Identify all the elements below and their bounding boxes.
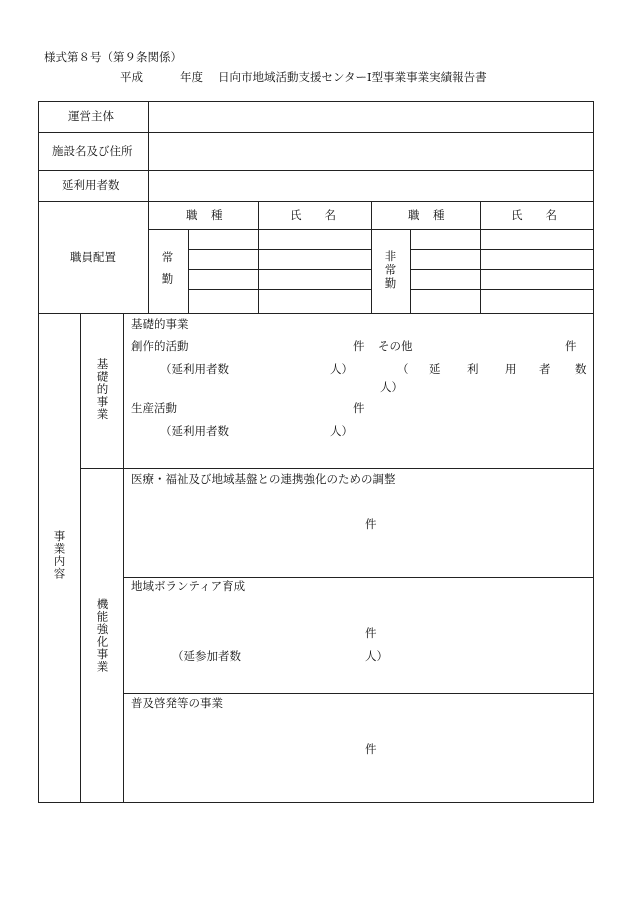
form-number: 様式第８号（第９条関係）	[44, 50, 182, 64]
table-border-top	[38, 101, 594, 102]
other-users-char: 用	[505, 362, 517, 376]
staff-col-divider	[410, 229, 411, 313]
staff-col-divider	[258, 201, 259, 313]
staff-row-divider	[410, 269, 594, 270]
business-row-divider	[123, 693, 594, 694]
volunteer-label: 地域ボランティア育成	[131, 579, 246, 593]
other-users-char: 延	[429, 362, 441, 376]
staff-col-divider	[371, 201, 372, 313]
production-activity-label: 生産活動	[131, 401, 177, 415]
business-col-divider	[80, 313, 81, 803]
users-total-label: 延利用者数	[62, 178, 120, 192]
business-col-divider	[123, 313, 124, 803]
staff-row-divider	[410, 249, 594, 250]
other-users-close: 人）	[380, 380, 403, 394]
awareness-count-unit: 件	[365, 742, 377, 756]
creative-activity-label: 創作的活動	[131, 339, 189, 353]
table-border-left	[38, 101, 39, 803]
row-divider	[38, 170, 594, 171]
staff-col-divider	[480, 201, 481, 313]
staff-row-divider	[188, 249, 371, 250]
other-users-char: （	[397, 362, 409, 376]
row-divider	[38, 313, 594, 314]
basic-business-title: 基礎的事業	[131, 317, 189, 331]
participants-open: （延参加者数	[172, 649, 241, 663]
other-count-unit: 件	[565, 339, 577, 353]
staff-label: 職員配置	[70, 250, 116, 264]
other-users-char: 者	[539, 362, 551, 376]
title-era: 平成	[120, 70, 143, 84]
staff-header-name-1: 氏 名	[290, 208, 336, 222]
full-time-label: 常勤	[160, 251, 175, 294]
creative-count-unit: 件	[353, 339, 365, 353]
page-title: 日向市地域活動支援センターⅠ型事業事業実績報告書	[218, 70, 487, 84]
other-label: その他	[378, 339, 413, 353]
row-divider	[38, 132, 594, 133]
business-row-divider	[80, 468, 594, 469]
title-year-label: 年度	[180, 70, 203, 84]
coordination-label: 医療・福祉及び地域基盤との連携強化のための調整	[131, 472, 396, 486]
staff-row-divider	[188, 269, 371, 270]
other-users-char: 数	[575, 362, 587, 376]
facility-label: 施設名及び住所	[52, 144, 133, 158]
staff-row-divider	[410, 289, 594, 290]
creative-users-open: （延利用者数	[160, 362, 229, 376]
volunteer-count-unit: 件	[365, 626, 377, 640]
staff-header-job-1: 職 種	[186, 208, 224, 222]
production-count-unit: 件	[353, 401, 365, 415]
label-column-divider	[148, 101, 149, 313]
function-business-label: 機能強化事業	[95, 598, 110, 673]
other-users-char: 利	[467, 362, 479, 376]
production-users-close: 人）	[330, 424, 353, 438]
staff-row-divider	[188, 289, 371, 290]
table-border-bottom	[38, 802, 594, 803]
row-divider	[38, 201, 594, 202]
basic-business-label: 基礎的事業	[95, 358, 110, 421]
business-content-label: 事業内容	[52, 530, 67, 580]
awareness-label: 普及啓発等の事業	[131, 696, 223, 710]
participants-close: 人）	[365, 649, 388, 663]
staff-header-job-2: 職 種	[408, 208, 446, 222]
coordination-count-unit: 件	[365, 517, 377, 531]
production-users-open: （延利用者数	[160, 424, 229, 438]
staff-header-name-2: 氏 名	[511, 208, 557, 222]
operator-label: 運営主体	[68, 109, 114, 123]
business-row-divider	[123, 577, 594, 578]
part-time-label: 非常勤	[383, 250, 398, 291]
staff-col-divider	[188, 229, 189, 313]
creative-users-close: 人）	[330, 362, 353, 376]
table-border-right	[593, 101, 594, 803]
